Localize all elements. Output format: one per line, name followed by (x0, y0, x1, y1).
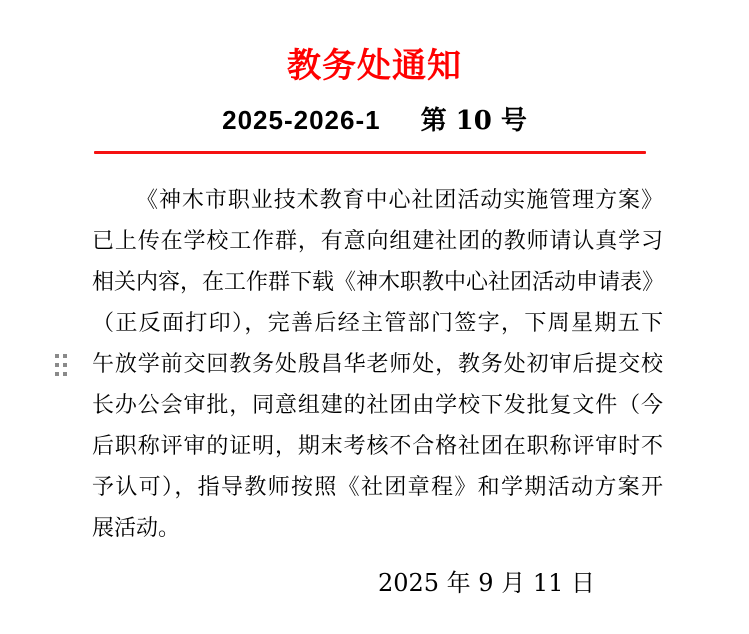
drag-handle-dot (55, 354, 59, 358)
drag-handle-dot (63, 363, 67, 367)
issue-number: 第 10 号 (420, 106, 527, 136)
drag-handle-icon[interactable] (55, 354, 67, 376)
body-line: 长办公会审批，同意组建的社团由学校下发批复文件（今 (92, 393, 663, 418)
body-line: 相关内容，在工作群下载《神木职教中心社团活动申请表》 (92, 270, 665, 295)
notice-body (92, 180, 663, 549)
drag-handle-dot (63, 354, 67, 358)
notice-title: 教务处通知 (287, 47, 462, 85)
body-line: 后职称评审的证明，期末考核不合格社团在职称评审时不 (92, 434, 663, 459)
issue-term: 2025-2026-1 (222, 105, 381, 135)
body-line: （正反面打印），完善后经主管部门签字，下周星期五下 (92, 311, 663, 336)
body-line: 已上传在学校工作群，有意向组建社团的教师请认真学习 (92, 229, 663, 254)
drag-handle-dot (55, 363, 59, 367)
body-line: 《神木市职业技术教育中心社团活动实施管理方案》 (136, 188, 663, 213)
notice-date: 2025 年 9 月 11 日 (377, 569, 595, 597)
issue-line (0, 102, 749, 139)
body-line: 展活动。 (92, 516, 181, 541)
body-line: 午放学前交回教务处殷昌华老师处，教务处初审后提交校 (92, 352, 663, 377)
red-divider-rule (94, 151, 646, 154)
drag-handle-dot (63, 372, 67, 376)
body-line: 予认可），指导教师按照《社团章程》和学期活动方案开 (92, 475, 663, 500)
drag-handle-dot (55, 372, 59, 376)
